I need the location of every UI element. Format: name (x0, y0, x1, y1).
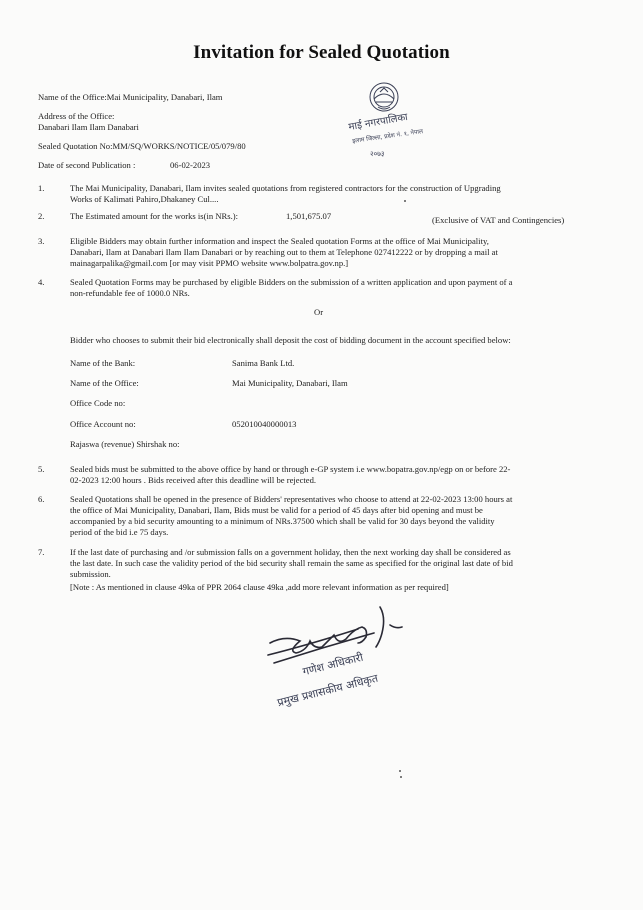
office-code-label: Office Code no: (70, 398, 126, 408)
or-separator: Or (314, 307, 324, 317)
address-value: Danabari Ilam Ilam Danabari (38, 122, 139, 132)
item-5-text: 02-2023 12:00 hours . Bids received after this deadline will be rejected. (70, 475, 317, 485)
item-5-text: Sealed bids must be submitted to the above office by hand or through e-GP system i.e www.bopatra.gov.np/egp on or before 22- (70, 464, 511, 474)
item-7-text: submission. (70, 569, 111, 579)
item-number: 6. (38, 494, 45, 504)
item-number: 1. (38, 183, 45, 193)
item-number: 3. (38, 236, 45, 246)
publication-date: 06-02-2023 (170, 160, 211, 170)
item-4-text: Sealed Quotation Forms may be purchased by eligible Bidders on the submission of a written application and upon payment of a (70, 277, 513, 287)
seal-text-line2: इलाम जिल्ला, प्रदेश नं. १, नेपाल (351, 128, 424, 145)
estimated-amount-value: 1,501,675.07 (286, 211, 332, 221)
item-number: 2. (38, 211, 45, 221)
signature-block (250, 595, 450, 735)
seal-text-line1: माई नगरपालिका (347, 111, 409, 134)
vat-note: (Exclusive of VAT and Contingencies) (432, 215, 565, 225)
item-3-text: Danabari, Ilam at Danabari Ilam Ilam Danabari or by reaching out to them at Telephone 027412222 or by dropping a mail at (70, 247, 498, 257)
item-6-text: accompanied by a bid security amounting to a minimum of NRs.37500 which shall be valid for 30 days beyond the validity (70, 516, 495, 526)
electronic-deposit-text: Bidder who chooses to submit their bid electronically shall deposit the cost of bidding document in the account specified below: (70, 335, 511, 345)
seal-text-line3: २०७३ (370, 150, 385, 158)
office-value: Mai Municipality, Danabari, Ilam (232, 378, 348, 388)
address-label: Address of the Office: (38, 111, 115, 121)
item-7-text: the last date. In such case the validity period of the bid security shall remain the same as specified for the original last date of bid (70, 558, 513, 568)
item-3-text: Eligible Bidders may obtain further information and inspect the Sealed quotation Forms at the office of Mai Municipality, (70, 236, 489, 246)
item-1-text: The Mai Municipality, Danabari, Ilam invites sealed quotations from registered contractors for the construction of Upgrading (70, 183, 501, 193)
signatory-designation: प्रमुख प्रशासकीय अधिकृत (275, 671, 380, 710)
rajaswa-label: Rajaswa (revenue) Shirshak no: (70, 439, 180, 449)
scan-speck (404, 200, 406, 202)
item-1-text: Works of Kalimati Pahiro,Dhakaney Cul.... (70, 194, 219, 204)
clause-note: [Note : As mentioned in clause 49ka of PPR 2064 clause 49ka ,add more relevant information as per required] (70, 582, 449, 592)
item-6-text: the office of Mai Municipality, Danabari, Ilam, Bids must be valid for a period of 45 days after bid opening and must be (70, 505, 483, 515)
page-title: Invitation for Sealed Quotation (193, 42, 450, 63)
estimated-amount-label: The Estimated amount for the works is(in NRs.): (70, 211, 239, 221)
bank-label: Name of the Bank: (70, 358, 136, 368)
item-number: 5. (38, 464, 45, 474)
publication-label: Date of second Publication : (38, 160, 136, 170)
item-7-text: If the last date of purchasing and /or submission falls on a government holiday, then the next working day shall be considered as (70, 547, 511, 557)
office-account-label: Office Account no: (70, 419, 136, 429)
item-6-text: Sealed Quotations shall be opened in the presence of Bidders' representatives who choose to attend at 22-02-2023 13:00 hours at (70, 494, 513, 504)
scan-speck (400, 776, 402, 778)
signatory-name: गणेश अधिकारी (301, 650, 365, 679)
item-6-text: period of the bid i.e 75 days. (70, 527, 169, 537)
office-name: Name of the Office:Mai Municipality, Danabari, Ilam (38, 92, 223, 102)
bank-value: Sanima Bank Ltd. (232, 358, 295, 368)
office-label: Name of the Office: (70, 378, 139, 388)
quotation-number: Sealed Quotation No:MM/SQ/WORKS/NOTICE/05/079/80 (38, 141, 246, 151)
item-number: 4. (38, 277, 45, 287)
item-number: 7. (38, 547, 45, 557)
item-3-text: mainagarpalika@gmail.com [or may visit PPMO website www.bolpatra.gov.np.] (70, 258, 349, 268)
office-account-value: 052010040000013 (232, 419, 297, 429)
item-4-text: non-refundable fee of 1000.0 NRs. (70, 288, 190, 298)
municipality-seal (340, 80, 428, 170)
scan-speck (399, 770, 401, 772)
